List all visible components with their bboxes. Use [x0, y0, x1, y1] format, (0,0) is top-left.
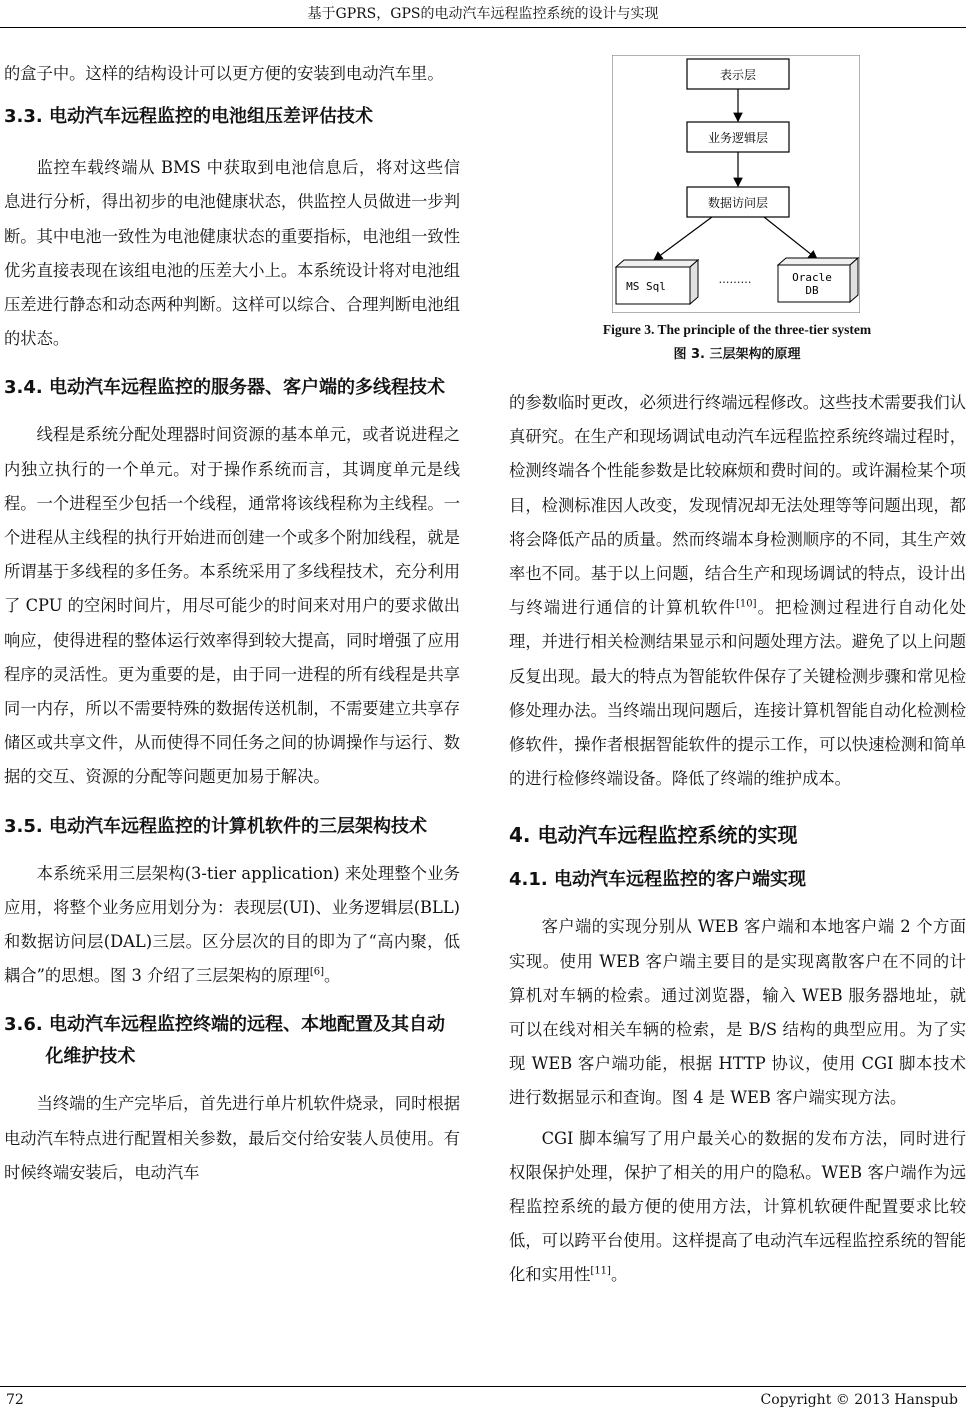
oracle-label-line2: DB [805, 284, 819, 297]
section-heading-3-3: 3.3. 电动汽车远程监控的电池组压差评估技术 [4, 106, 373, 128]
section-heading-3-6: 3.6. 电动汽车远程监控终端的远程、本地配置及其自动化维护技术 [4, 1014, 445, 1068]
mssql-label: MS Sql [626, 280, 666, 293]
paragraph-continued: 的盒子中。这样的结构设计可以更方便的安装到电动汽车里。 [4, 64, 444, 83]
paragraph-3-6: 当终端的生产完毕后，首先进行单片机软件烧录，同时根据电动汽车特点进行配置相关参数，最后交付给安装人员使用。有时候终端安装后，电动汽车 [4, 1094, 460, 1182]
paragraph-cgi-text: CGI 脚本编写了用户最关心的数据的发布方法，同时进行权限保护处理，保护了相关的用户的隐私。WEB 客户端作为远程监控系统的最方便的使用方法，计算机软硬件配置要求比较低，可以跨平台使用。这样提高了电动汽车远程监控系统的智能化和实用性 [509, 1128, 966, 1285]
paragraph-3-5 [4, 857, 460, 994]
figure-caption-chinese: 图 3. 三层架构的原理 [673, 347, 801, 362]
paragraph-3-6-text-b: 。把检测过程进行自动化处理，并进行相关检测结果显示和问题处理方法。避免了以上问题反复出现。最大的特点为智能软件保存了关键检测步骤和常见检修处理办法。当终端出现问题后，连接计算机智能自动化检测检修软件，操作者根据智能软件的提示工作，可以快速检测和简单的进行检修终端设备。降低了终端的维护成本。 [509, 598, 966, 789]
page-number: 72 [6, 1392, 24, 1408]
three-tier-diagram [612, 55, 860, 313]
business-logic-layer-label: 业务逻辑层 [707, 131, 769, 145]
paragraph-3-6-continued [509, 386, 966, 796]
running-header: 基于GPRS，GPS的电动汽车远程监控系统的设计与实现 [307, 6, 659, 22]
section-heading-4: 4. 电动汽车远程监控系统的实现 [509, 823, 798, 848]
footer-rule [0, 1386, 966, 1387]
paragraph-3-3: 监控车载终端从 BMS 中获取到电池信息后，将对这些信息进行分析，得出初步的电池健康状态，供监控人员做进一步判断。其中电池一致性为电池健康状态的重要指标，电池组一致性优劣直接表现在该组电池的压差大小上。本系统设计将对电池组压差进行静态和动态两种判断。这样可以综合、合理判断电池组的状态。 [4, 158, 460, 349]
oracle-label-line1: Oracle [792, 271, 832, 284]
section-heading-3-5: 3.5. 电动汽车远程监控的计算机软件的三层架构技术 [4, 815, 427, 837]
figure-caption-english: Figure 3. The principle of the three-tier system [602, 322, 872, 337]
paragraph-3-4: 线程是系统分配处理器时间资源的基本单元，或者说进程之内独立执行的一个单元。对于操作系统而言，其调度单元是线程。一个进程至少包括一个线程，通常将该线程称为主线程。一个进程从主线程的执行开始进而创建一个或多个附加线程，就是所谓基于多线程的多任务。本系统采用了多线程技术，充分利用了 CPU 的空闲时间片，用尽可能少的时间来对用户的要求做出响应，使得进程的整体运行效率得到较大提高，同时增强了应用程序的灵活性。更为重要的是，由于同一进程的所有线程是共享同一内存，所以不需要特殊的数据传送机制，不需要建立共享存储区或共享文件，从而使得不同任务之间的协调操作与运行、数据的交互、资源的分配等问题更加易于解决。 [4, 425, 460, 787]
right-column [509, 386, 966, 1293]
paragraph-3-6-text-a: 的参数临时更改，必须进行终端远程修改。这些技术需要我们认真研究。在生产和现场调试电动汽车远程监控系统终端过程时，检测终端各个性能参数是比较麻烦和费时间的。或许漏检某个项目，检测标准因人改变，发现情况却无法处理等等问题出现，都将会降低产品的质量。然而终端本身检测顺序的不同，其生产效率也不同。基于以上问题，结合生产和现场调试的特点，设计出与终端进行通信的计算机软件 [509, 393, 966, 618]
paragraph-4-1-cgi [509, 1122, 966, 1293]
paragraph-3-5-end: 。 [324, 966, 341, 986]
citation-10: [10] [735, 598, 757, 610]
ellipsis-dots: ……… [718, 273, 752, 286]
section-heading-4-1: 4.1. 电动汽车远程监控的客户端实现 [509, 869, 806, 891]
presentation-layer-label: 表示层 [719, 68, 757, 82]
header-rule [0, 27, 966, 28]
data-access-layer-label: 数据访问层 [707, 196, 769, 210]
citation-11: [11] [590, 1266, 611, 1278]
section-heading-3-4: 3.4. 电动汽车远程监控的服务器、客户端的多线程技术 [4, 377, 445, 399]
paragraph-cgi-end: 。 [610, 1265, 628, 1285]
citation-6: [6] [309, 966, 324, 978]
copyright-notice: Copyright © 2013 Hanspub [760, 1392, 958, 1408]
paragraph-3-5-text: 本系统采用三层架构(3-tier application) 来处理整个业务应用，将整个业务应用划分为：表现层(UI)、业务逻辑层(BLL)和数据访问层(DAL)三层。区分层次的目的即为了“高内聚，低耦合”的思想。图 3 介绍了三层架构的原理 [4, 863, 460, 986]
paragraph-4-1: 客户端的实现分别从 WEB 客户端和本地客户端 2 个方面实现。使用 WEB 客户端主要目的是实现离散客户在不同的计算机对车辆的检索。通过浏览器，输入 WEB 服务器地址，就可以在线对相关车辆的检索，是 B/S 结构的典型应用。为了实现 WEB 客户端功能，根据 HTTP 协议，使用 CGI 脚本技术进行数据显示和查询。图 4 是 WEB 客户端实现方法。 [509, 917, 966, 1108]
left-column [4, 57, 460, 1190]
